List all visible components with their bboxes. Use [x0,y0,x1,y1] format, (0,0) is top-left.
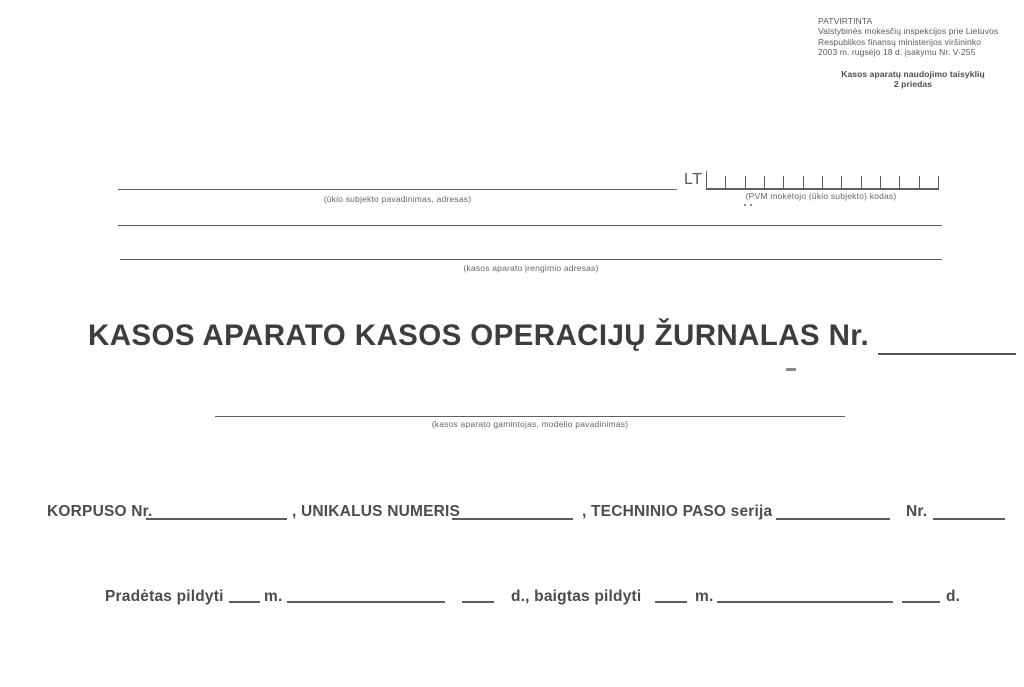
entity-caption: (ūkio subjekto pavadinimas, adresas) [323,194,472,204]
vat-code-cell [764,176,783,188]
start-m-label: m. [264,588,283,605]
blank-entity-name-line [118,172,677,190]
vat-caption: (PVM mokėtojo (ūkio subjekto) kodas) [745,191,897,201]
vat-code-cell [803,176,822,188]
vat-code-cell [725,176,744,188]
scan-artifact-dots [744,204,746,206]
blank-entity-line-2 [118,208,942,226]
started-label: Pradėtas pildyti [105,588,224,605]
vat-code-cell [880,176,899,188]
blank-korpuso-nr [146,504,287,520]
vat-code-boxes [706,171,939,190]
vat-code-cell [706,171,725,188]
blank-end-year [655,588,687,603]
blank-paso-nr [933,504,1005,520]
blank-start-day [462,588,494,603]
vat-code-cell [841,176,860,188]
scan-artifact-dots [750,204,752,206]
unikalus-label: , UNIKALUS NUMERIS [292,503,461,520]
blank-install-address-line [120,242,942,260]
ended-label: d., baigtas pildyti [511,588,642,605]
blank-start-month [287,588,445,603]
approval-block [818,16,1024,89]
approval-line-2: Valstybinės mokesčių inspekcijos prie Lietuvos [818,26,999,37]
approval-line-1: PATVIRTINTA [818,16,873,26]
blank-end-month [717,588,893,603]
vat-code-cell [919,176,938,188]
annex-block [818,69,1008,90]
manufacturer-caption: (kasos aparato gamintojas, modelio pavadinimas) [431,419,629,429]
blank-unikalus-numeris [452,504,573,520]
vat-code-cell [822,176,841,188]
annex-line-2: 2 priedas [893,79,933,90]
blank-end-day [902,588,940,603]
approval-line-3: Respublikos finansų ministerijos viršininko [818,36,982,47]
approval-line-4: 2003 m. rugsėjo 18 d. įsakymu Nr. V-255 [818,47,976,58]
page-title [88,319,1016,355]
scan-artifact-dash [786,368,796,371]
end-d-label: d. [946,588,961,605]
vat-code-cell [899,176,918,188]
end-m-label: m. [695,588,714,605]
paso-nr-label: Nr. [906,503,928,520]
techninio-label: , TECHNINIO PASO serija [582,503,773,520]
vat-code-cell [783,176,802,188]
lt-prefix-label: LT [684,171,703,188]
install-address-caption: (kasos aparato įrengimio adresas) [463,263,599,273]
annex-line-1: Kasos aparatų naudojimo taisyklių [841,68,985,79]
blank-paso-serija [776,504,890,520]
korpuso-label: KORPUSO Nr. [47,503,153,520]
blank-manufacturer-line [215,399,845,417]
blank-journal-number [878,319,1016,355]
blank-start-year [229,588,260,603]
vat-code-cell [745,176,764,188]
vat-code-cell [861,176,880,188]
page-title-text: KASOS APARATO KASOS OPERACIJŲ ŽURNALAS Nr. [88,319,870,352]
